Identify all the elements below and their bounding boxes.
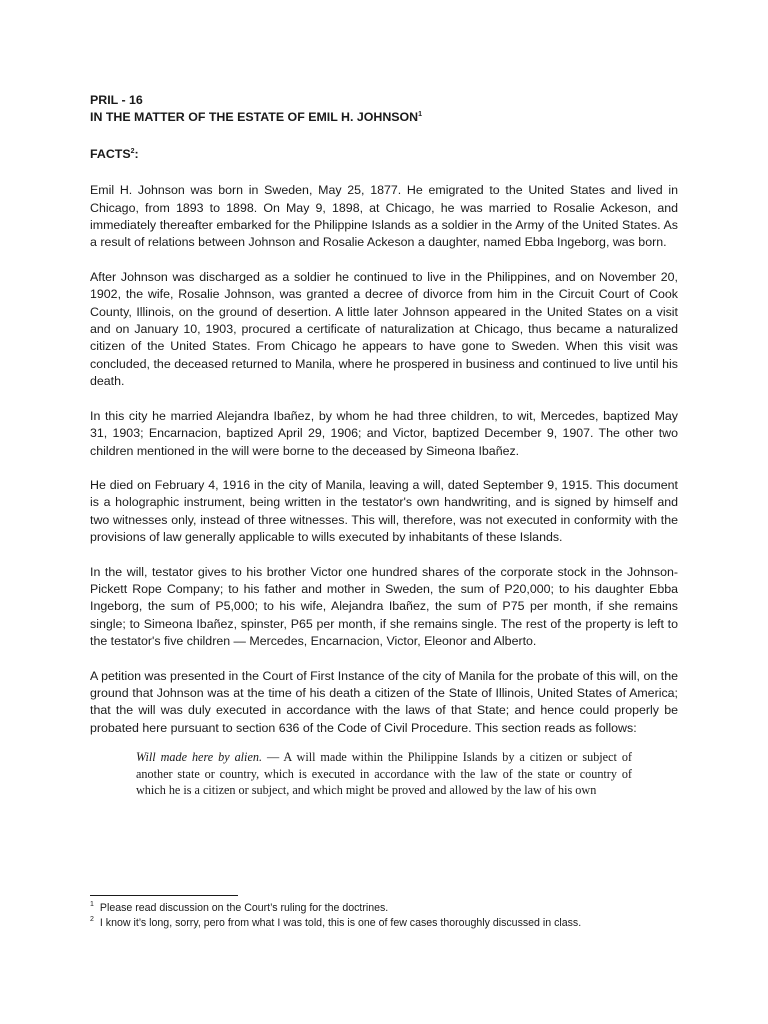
statute-text: — A will made within the Philippine Islands by a citizen or subject of another state or country, which is executed in accordance with the law of the state or country of which he is a citizen or subject, and which might be proved and allowed by the law of his own (136, 750, 632, 798)
paragraph-2: After Johnson was discharged as a soldier he continued to live in the Philippines, and on November 20, 1902, the wife, Rosalie Johnson, was granted a decree of divorce from him in the Circuit Court of Cook County, Illinois, on the ground of desertion. A little later Johnson appeared in the United States on a visit and on January 10, 1903, procured a certificate of naturalization at Chicago, thus became a naturalized citizen of the United States. From Chicago he appears to have gone to Sweden. When this visit was concluded, the deceased returned to Manila, where he prospered in business and continued to live until his death. (90, 269, 678, 389)
footnote-2-ref: 2 (90, 915, 94, 923)
paragraph-4: He died on February 4, 1916 in the city of Manila, leaving a will, dated September 9, 1915. This document is a holographic instrument, being written in the testator's own handwriting, and is signed by himself and two witnesses only, instead of three witnesses. This will, therefore, was not executed in conformity with the provisions of law generally applicable to wills executed by inhabitants of these Islands. (90, 477, 678, 545)
footnote-1-ref: 1 (90, 901, 94, 909)
paragraph-3: In this city he married Alejandra Ibañez, by whom he had three children, to wit, Mercedes, baptized May 31, 1903; Encarnacion, baptized April 29, 1906; and Victor, baptized December 9, 1907. The other two children mentioned in the will were borne to the deceased by Simeona Ibañez. (90, 408, 678, 458)
title-text: IN THE MATTER OF THE ESTATE OF EMIL H. JOHNSON (90, 110, 419, 125)
footnote-1-text: Please read discussion on the Court’s ruling for the doctrines. (99, 902, 389, 914)
paragraph-5: In the will, testator gives to his brother Victor one hundred shares of the corporate stock in the Johnson-Pickett Rope Company; to his father and mother in Sweden, the sum of P20,000; to his daughter Ebba Ingeborg, the sum of P5,000; to his wife, Alejandra Ibañez, the sum of P75 per month, if she remains single; to Simeona Ibañez, spinster, P65 per month, if she remains single. The rest of the property is left to the testator's five children — Mercedes, Encarnacion, Victor, Eleonor and Alberto. (90, 564, 678, 649)
title-footnote-ref[interactable]: 1 (418, 111, 423, 119)
facts-footnote-ref[interactable]: 2 (130, 147, 135, 155)
statute-heading: Will made here by alien. (136, 750, 262, 765)
document-code: PRIL - 16 (90, 93, 143, 107)
paragraph-1: Emil H. Johnson was born in Sweden, May 25, 1877. He emigrated to the United States and lived in Chicago, from 1893 to 1898. On May 9, 1898, at Chicago, he was married to Rosalie Ackeson, and immediately thereafter embarked for the Philippine Islands as a soldier in the Army of the United States. As a result of relations between Johnson and Rosalie Ackeson a daughter, named Ebba Ingeborg, was born. (90, 183, 678, 250)
facts-heading (90, 146, 678, 163)
facts-heading-text: FACTS (90, 146, 131, 161)
facts-heading-colon: : (134, 146, 139, 161)
document-body (90, 92, 678, 799)
paragraph-6: A petition was presented in the Court of First Instance of the city of Manila for the probate of this will, on the ground that Johnson was at the time of his death a citizen of the State of Illinois, United States of America; that the will was duly executed in accordance with the laws of that State; and hence could properly be probated here pursuant to section 636 of the Code of Civil Procedure. This section reads as follows: (90, 668, 678, 735)
footnote-2-text: I know it’s long, sorry, pero from what I was told, this is one of few cases thoroughly discussed in class. (99, 916, 582, 929)
footnote-1 (90, 901, 690, 916)
statute-quote (136, 749, 632, 799)
footnote-divider (90, 895, 238, 896)
footnotes (90, 901, 690, 930)
document-title (90, 109, 678, 126)
footnote-2 (90, 916, 690, 931)
